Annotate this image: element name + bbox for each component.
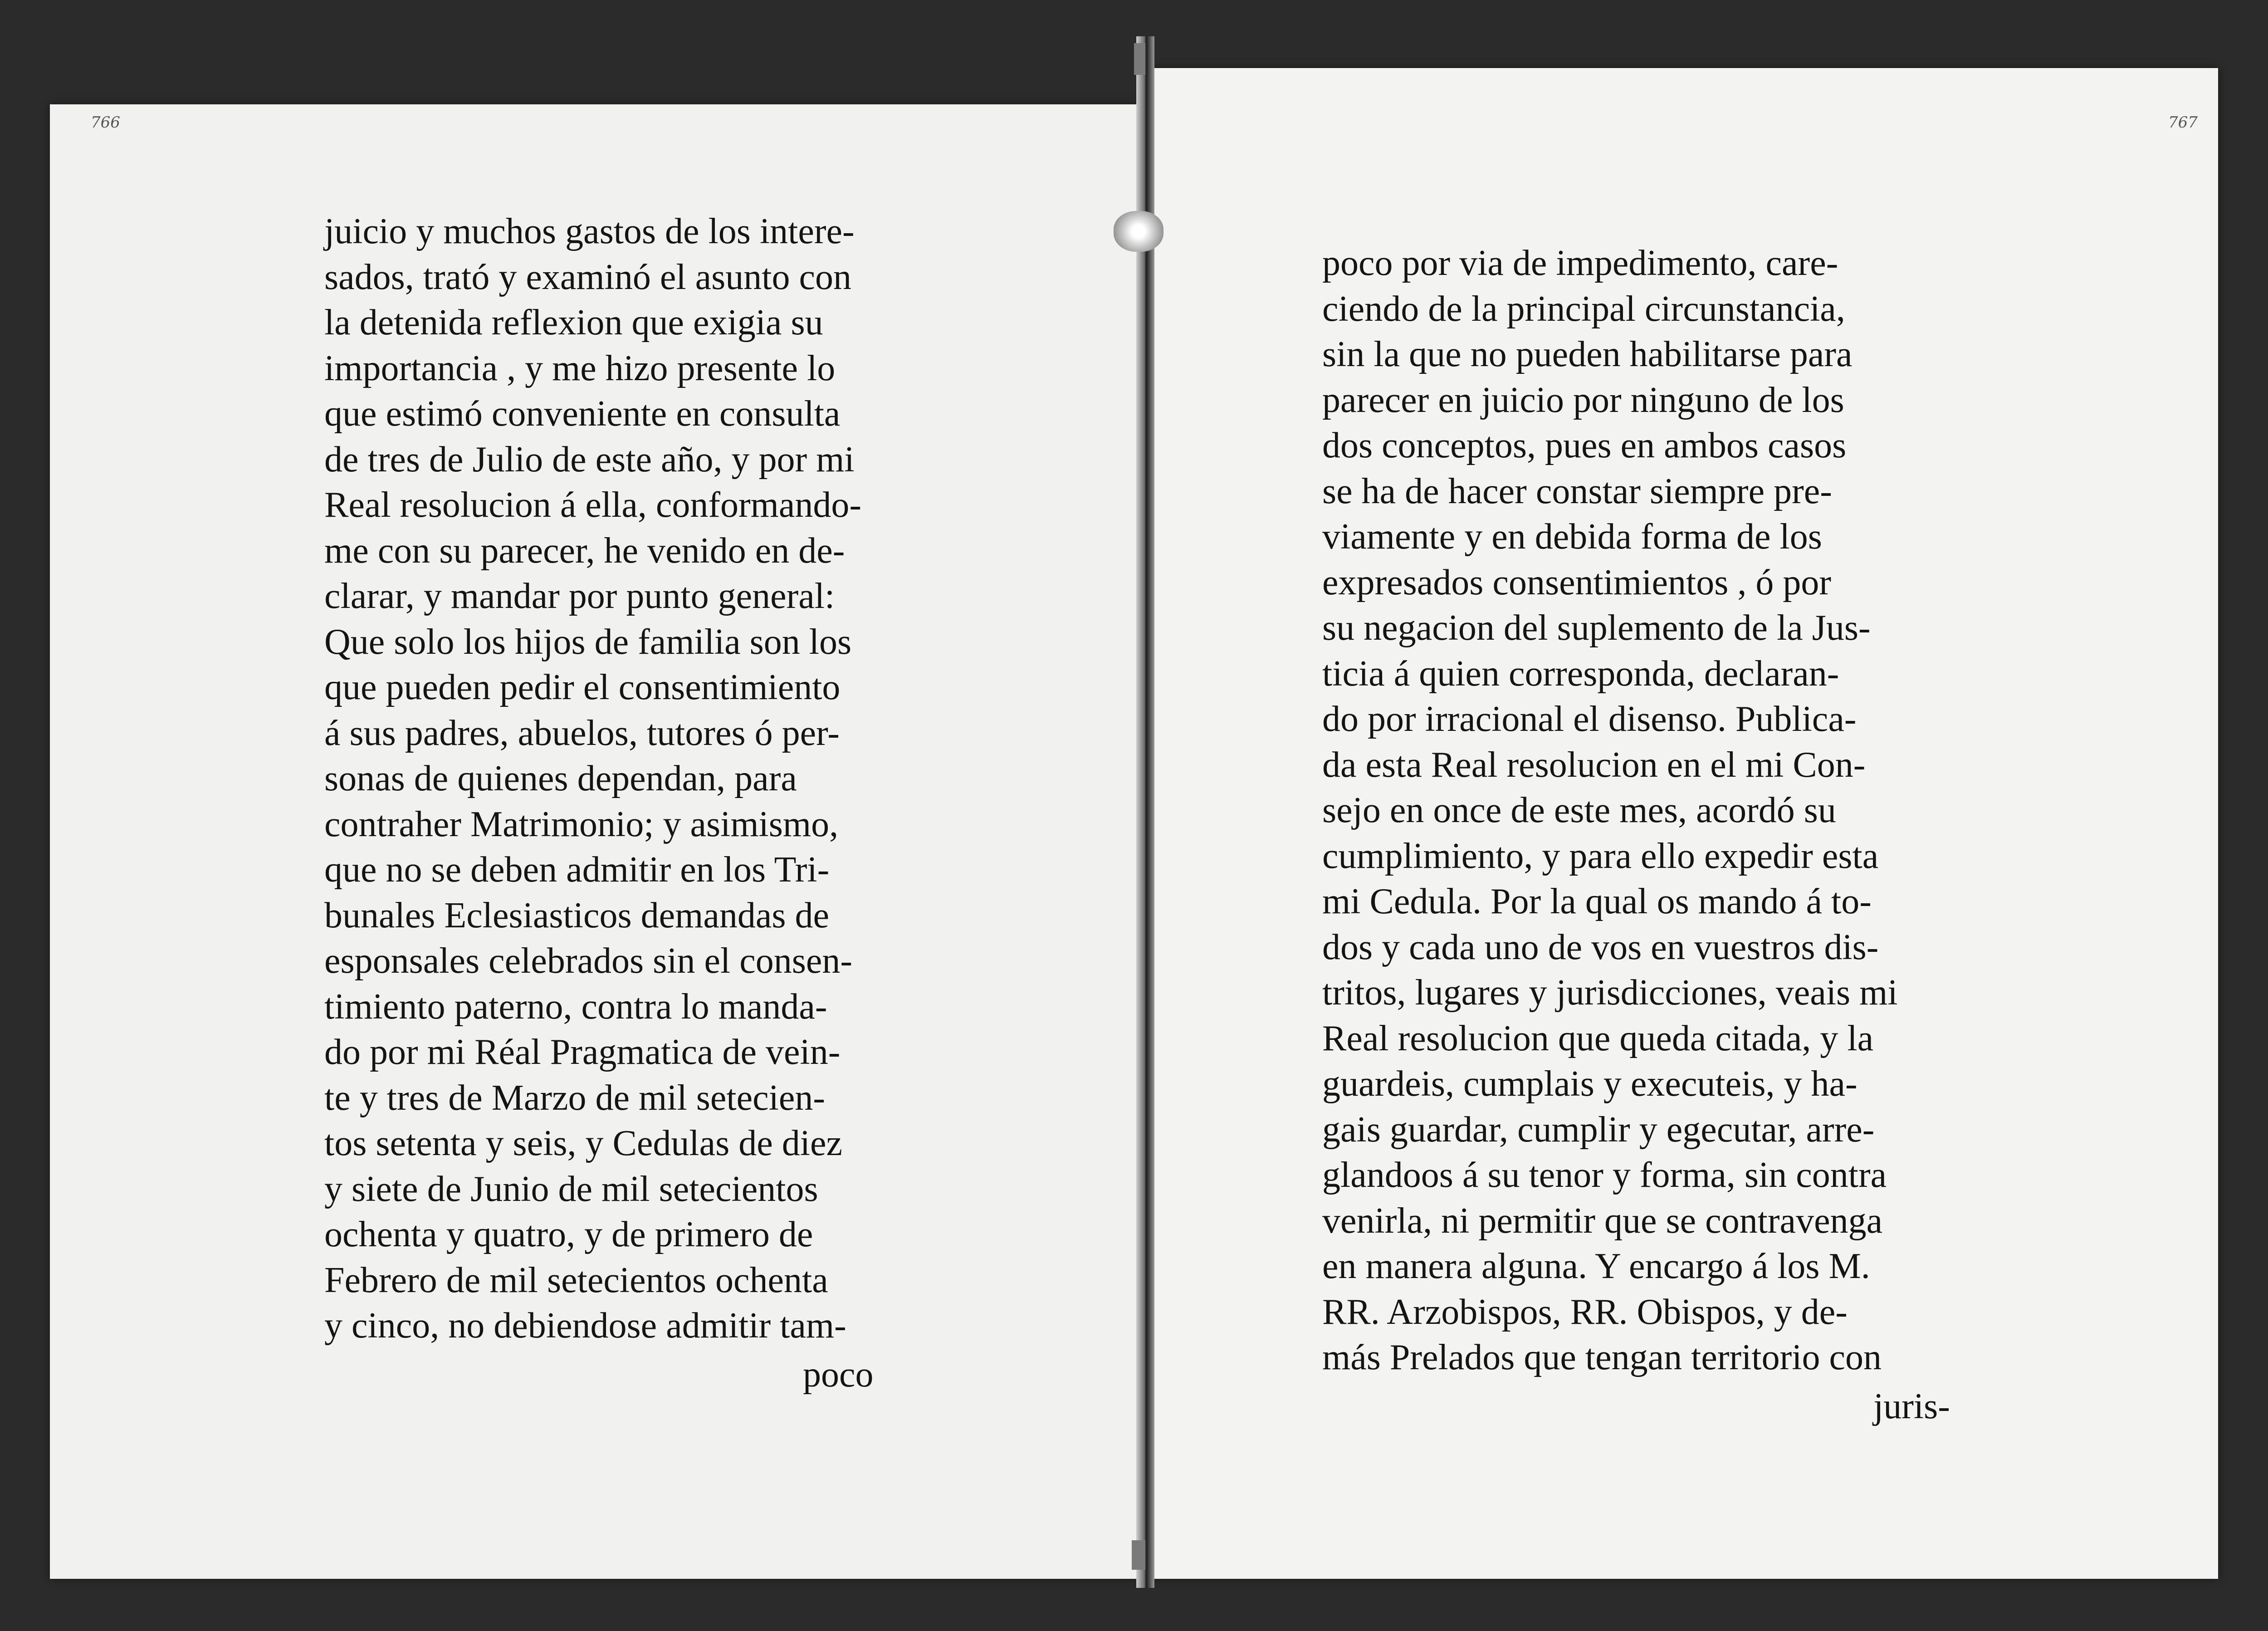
right-line: dos conceptos, pues en ambos casos (1322, 426, 1847, 465)
right-line: su negacion del suplemento de la Jus- (1322, 608, 1871, 648)
left-line: tos setenta y seis, y Cedulas de diez (324, 1123, 842, 1163)
left-line: me con su parecer, he venido en de- (324, 530, 845, 571)
left-line: bunales Eclesiasticos demandas de (324, 895, 829, 935)
right-line: venirla, ni permitir que se contravenga (1322, 1200, 1883, 1241)
left-line: de tres de Julio de este año, y por mi (324, 439, 855, 480)
left-line: y siete de Junio de mil setecientos (324, 1169, 818, 1209)
left-line: la detenida reflexion que exigia su (324, 303, 823, 343)
binding-tab-bottom (1132, 1540, 1145, 1570)
right-line: gais guardar, cumplir y egecutar, arre- (1322, 1109, 1875, 1150)
right-line: RR. Arzobispos, RR. Obispos, y de- (1322, 1292, 1848, 1332)
right-line: do por irracional el disenso. Publica- (1322, 699, 1857, 739)
left-line: clarar, y mandar por punto general: (324, 576, 835, 616)
right-line: tritos, lugares y jurisdicciones, veais mi (1322, 973, 1898, 1013)
right-line: dos y cada uno de vos en vuestros dis- (1322, 927, 1879, 967)
left-line: á sus padres, abuelos, tutores ó per- (324, 713, 840, 753)
left-line: que pueden pedir el consentimiento (324, 667, 841, 707)
left-line: ochenta y quatro, y de primero de (324, 1215, 813, 1254)
right-folio-number: 767 (2168, 113, 2198, 132)
left-text-block (324, 209, 861, 1349)
right-line: se ha de hacer constar siempre pre- (1322, 471, 1832, 511)
left-line: Febrero de mil setecientos ochenta (324, 1260, 828, 1300)
left-line: esponsales celebrados sin el consen- (324, 941, 853, 981)
binding-tab-top (1134, 43, 1145, 75)
right-line: guardeis, cumplais y executeis, y ha- (1322, 1064, 1857, 1104)
right-line: ciendo de la principal circunstancia, (1322, 289, 1845, 329)
left-line: sonas de quienes dependan, para (324, 759, 797, 798)
right-line: sin la que no pueden habilitarse para (1322, 334, 1853, 374)
left-line: que no se deben admitir en los Tri- (324, 850, 830, 890)
right-text-block (1322, 240, 1898, 1381)
right-line: ticia á quien corresponda, declaran- (1322, 653, 1839, 694)
left-folio-number: 766 (91, 113, 120, 132)
left-line: te y tres de Marzo de mil setecien- (324, 1078, 825, 1118)
right-line: mi Cedula. Por la qual os mando á to- (1322, 882, 1872, 921)
left-catchword: poco (803, 1355, 874, 1395)
right-line: expresados consentimientos , ó por (1322, 562, 1831, 602)
left-line: contraher Matrimonio; y asimismo, (324, 804, 839, 844)
left-line: que estimó conveniente en consulta (324, 394, 841, 434)
left-line: Que solo los hijos de familia son los (324, 622, 852, 662)
right-line: viamente y en debida forma de los (1322, 517, 1822, 557)
left-line: sados, trató y examinó el asunto con (324, 257, 851, 297)
right-line: glandoos á su tenor y forma, sin contra (1322, 1155, 1887, 1195)
left-line: timiento paterno, contra lo manda- (324, 986, 827, 1027)
right-catchword: juris- (1873, 1386, 1950, 1426)
right-line: Real resolucion que queda citada, y la (1322, 1018, 1874, 1058)
left-line: Real resolucion á ella, conformando- (324, 485, 861, 525)
left-line: importancia , y me hizo presente lo (324, 348, 836, 388)
right-line: poco por via de impedimento, care- (1322, 243, 1838, 283)
right-line: más Prelados que tengan territorio con (1322, 1337, 1882, 1377)
book-gutter (1136, 36, 1154, 1588)
right-line: sejo en once de este mes, acordó su (1322, 790, 1836, 830)
paper-damage-blot (1114, 211, 1163, 252)
right-line: en manera alguna. Y encargo á los M. (1322, 1246, 1870, 1286)
right-line: parecer en juicio por ninguno de los (1322, 380, 1844, 420)
right-line: cumplimiento, y para ello expedir esta (1322, 836, 1879, 876)
left-line: juicio y muchos gastos de los intere- (324, 211, 855, 251)
left-line: do por mi Réal Pragmatica de vein- (324, 1032, 841, 1072)
right-line: da esta Real resolucion en el mi Con- (1322, 744, 1866, 785)
left-line: y cinco, no debiendose admitir tam- (324, 1306, 846, 1346)
